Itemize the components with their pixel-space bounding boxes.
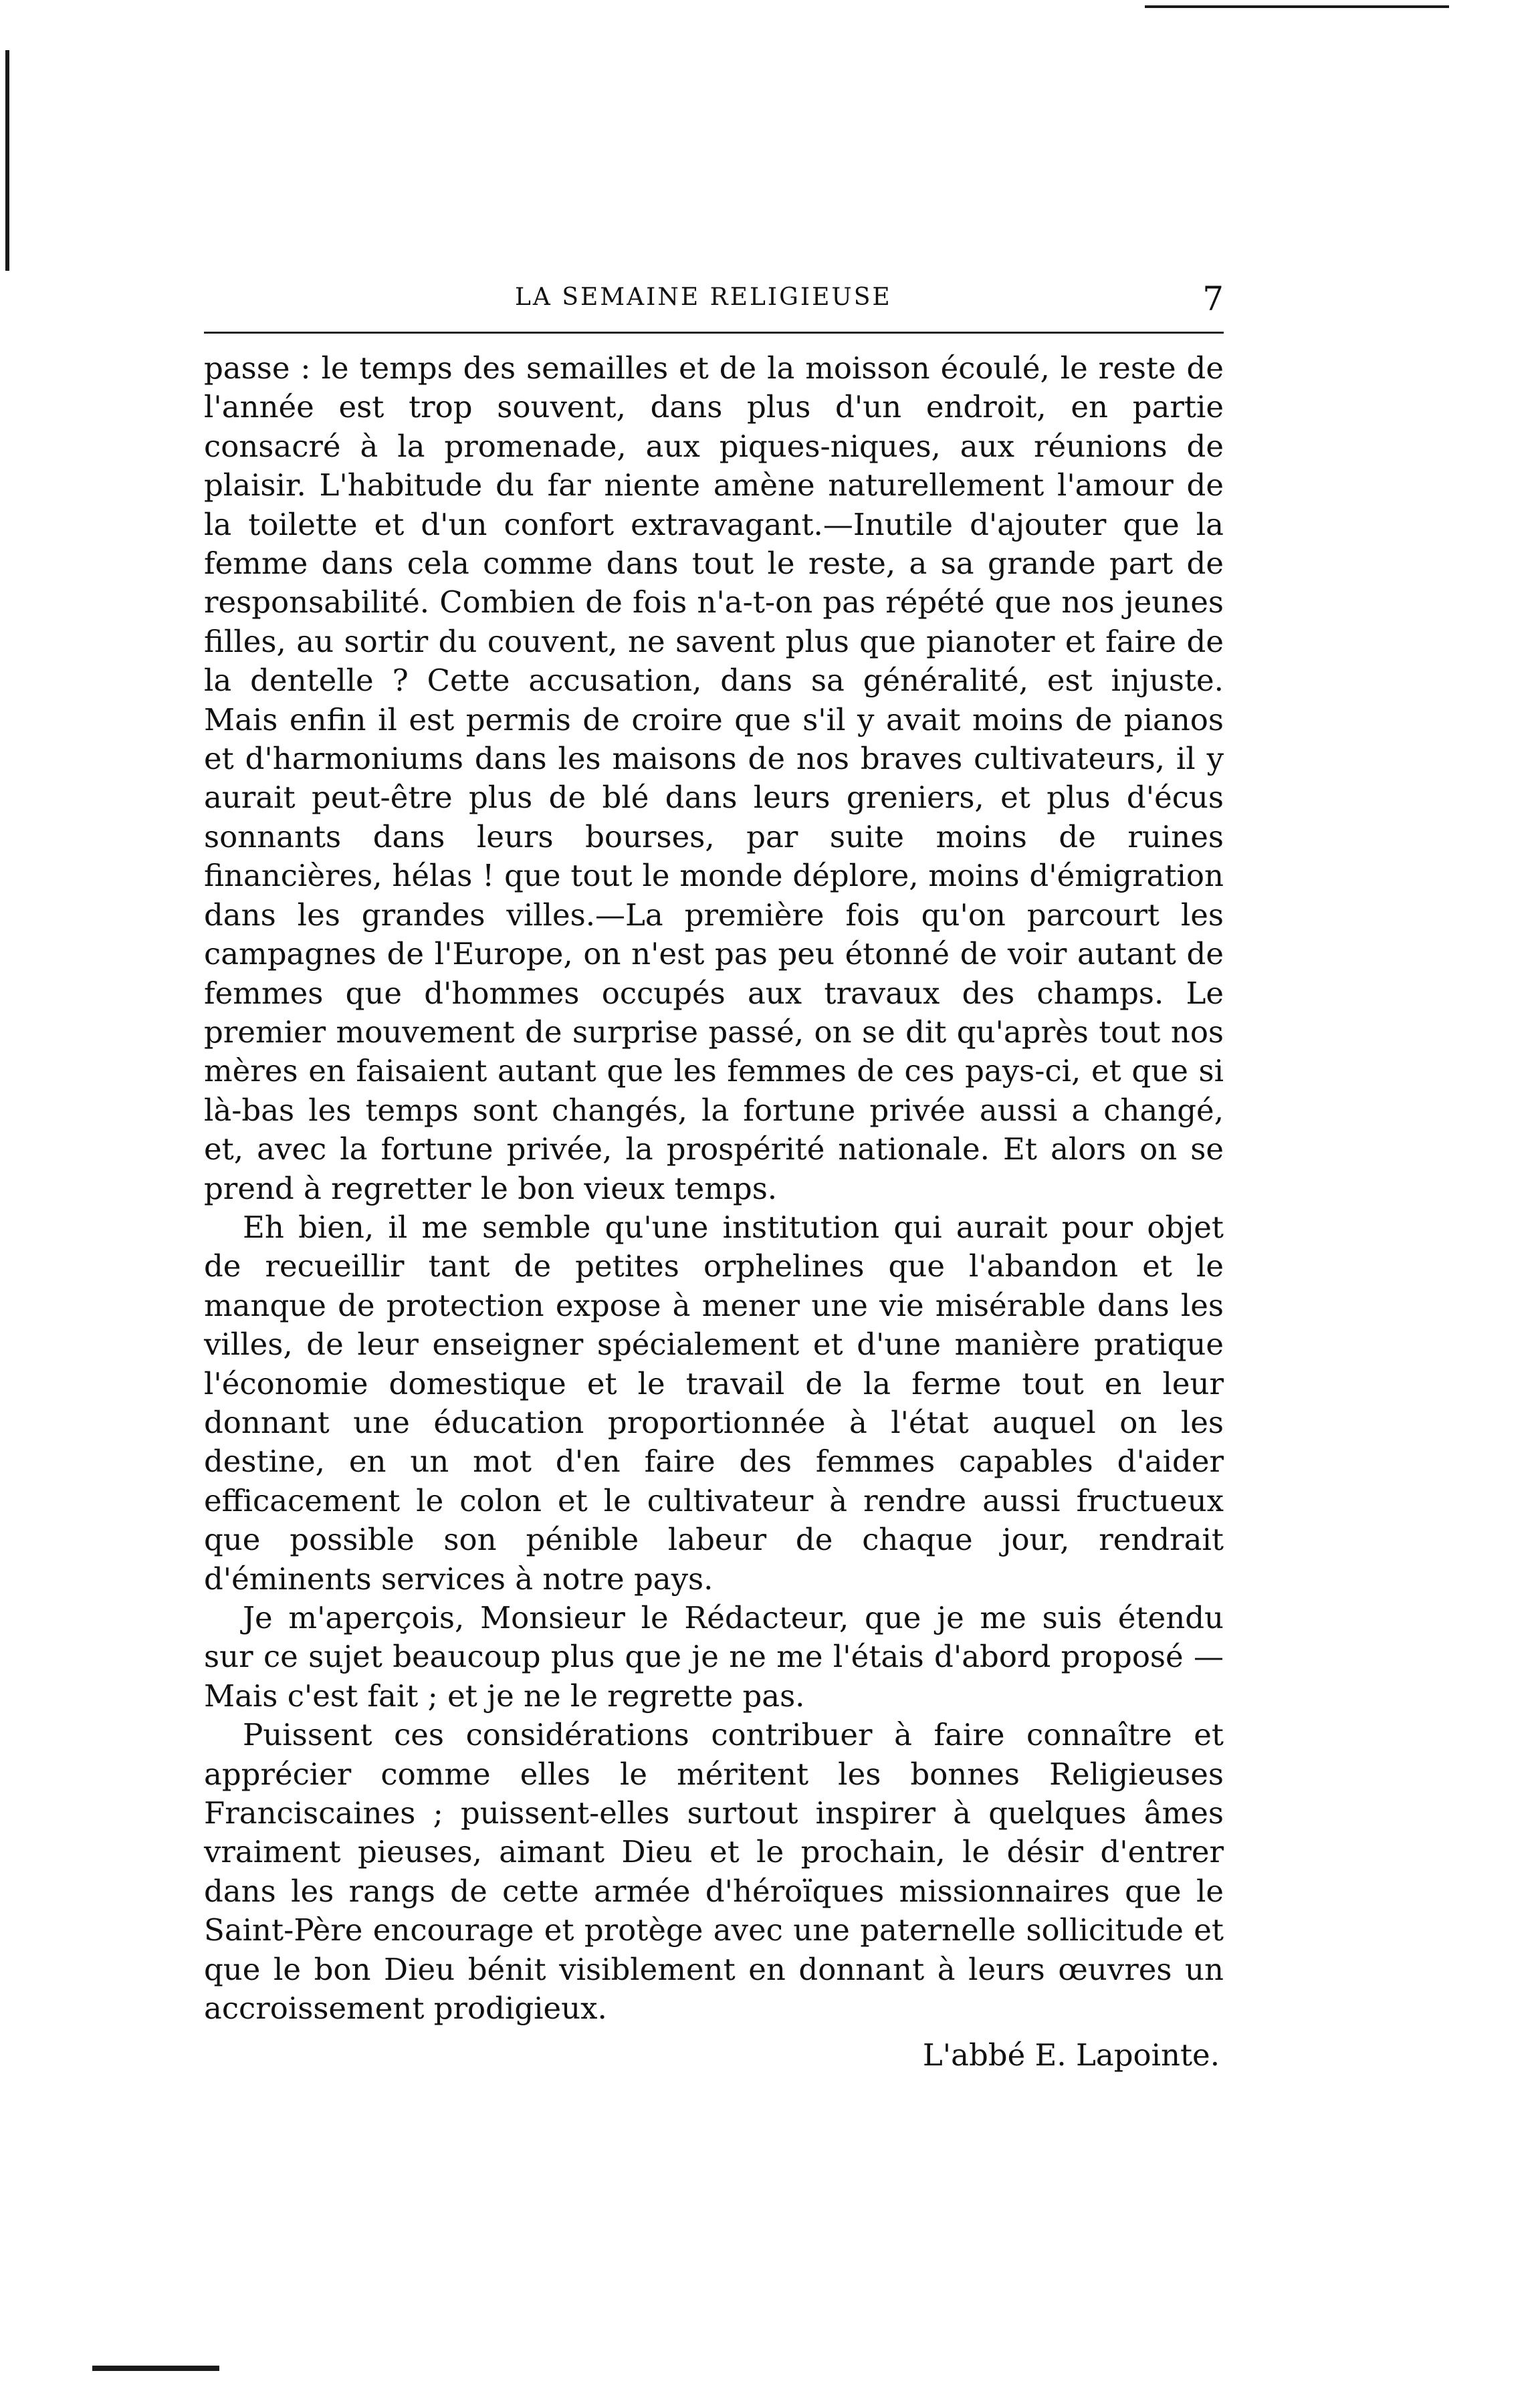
running-title: LA SEMAINE RELIGIEUSE (515, 283, 892, 311)
paragraph-editor-note: Je m'aperçois, Monsieur le Rédacteur, que je me suis étendu sur ce sujet beaucoup plus que je ne me l'étais d'abord proposé — Mais c'est fait ; et je ne le regrette pas. (204, 1600, 1224, 1714)
scan-edge-mark-left (5, 50, 9, 271)
header-rule (204, 332, 1224, 334)
article-body (204, 349, 1224, 2075)
scan-edge-mark-top-right (1145, 5, 1449, 8)
paragraph-orphan-institution: Eh bien, il me semble qu'une institution qui aurait pour objet de recueillir tant de petites orphelines que l'abandon et le manque de protection expose à mener une vie misérable dans les villes, de leur enseigner spécialement et d'une manière pratique l'économie domestique et le travail de la ferme tout en leur donnant une éducation proportionnée à l'état auquel on les destine, en un mot d'en faire des femmes capables d'aider efficacement le colon et le cultivateur à rendre aussi fructueux que possible son pénible labeur de chaque jour, rendrait d'éminents services à notre pays. (204, 1209, 1224, 1597)
paragraph-continued: passe : le temps des semailles et de la moisson écoulé, le reste de l'année est trop souvent, dans plus d'un endroit, en partie consacré à la promenade, aux piques-niques, aux réunions de plaisir. L'habitude du far niente amène naturellement l'amour de la toilette et d'un confort extravagant.—Inutile d'ajouter que la femme dans cela comme dans tout le reste, a sa grande part de responsabilité. Combien de fois n'a-t-on pas répété que nos jeunes filles, au sortir du couvent, ne savent plus que pianoter et faire de la dentelle ? Cette accusation, dans sa généralité, est injuste. Mais enfin il est permis de croire que s'il y avait moins de pianos et d'harmoniums dans les maisons de nos braves cultivateurs, il y aurait peut-être plus de blé dans leurs greniers, et plus d'écus sonnants dans leurs bourses, par suite moins de ruines financières, hélas ! que tout le monde déplore, moins d'émigration dans les grandes villes.—La première fois qu'on parcourt les campagnes de l'Europe, on n'est pas peu étonné de voir autant de femmes que d'hommes occupés aux travaux des champs. Le premier mouvement de surprise passé, on se dit qu'après tout nos mères en faisaient autant que les femmes de ces pays-ci, et que si là-bas les temps sont changés, la fortune privée aussi a changé, et, avec la fortune privée, la prospérité nationale. Et alors on se prend à regretter le bon vieux temps. (204, 350, 1224, 1206)
paragraph-closing-wish: Puissent ces considérations contribuer à faire connaître et apprécier comme elles le méritent les bonnes Religieuses Franciscaines ; puissent-elles surtout inspirer à quelques âmes vraiment pieuses, aimant Dieu et le prochain, le désir d'entrer dans les rangs de cette armée d'héroïques missionnaires que le Saint-Père encourage et protège avec une paternelle sollicitude et que le bon Dieu bénit visiblement en donnant à leurs œuvres un accroissement prodigieux. (204, 1717, 1224, 2027)
signature: L'abbé E. Lapointe. (922, 2037, 1220, 2073)
page-header (204, 279, 1224, 326)
scan-edge-mark-bottom-left (92, 2366, 219, 2371)
page-number: 7 (1202, 279, 1224, 318)
